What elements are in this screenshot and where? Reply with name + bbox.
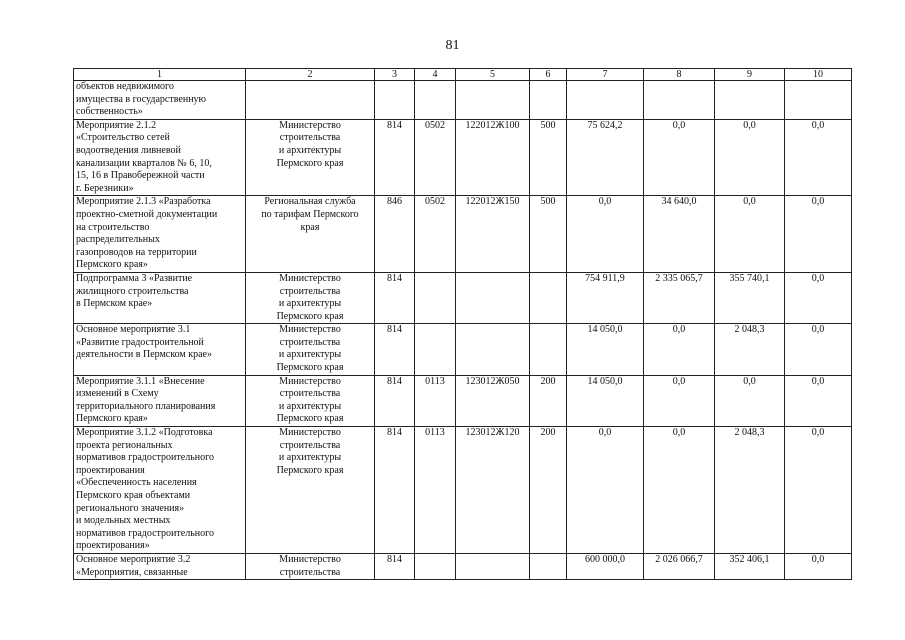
amount-cell: 0,0 — [785, 324, 852, 375]
column-header: 4 — [415, 69, 456, 81]
amount-cell: 0,0 — [785, 196, 852, 273]
target-article-cell — [456, 324, 530, 375]
amount-cell: 0,0 — [644, 427, 715, 554]
name-cell: Основное мероприятие 3.2 «Мероприятия, связанные — [74, 554, 246, 580]
table-header-row — [74, 69, 852, 81]
amount-cell: 34 640,0 — [644, 196, 715, 273]
section-code-cell — [415, 324, 456, 375]
expense-type-cell: 500 — [530, 119, 567, 196]
executor-cell: Министерство строительства и архитектуры Пермского края — [246, 427, 375, 554]
amount-cell: 355 740,1 — [715, 272, 785, 323]
amount-cell: 754 911,9 — [567, 272, 644, 323]
column-header: 10 — [785, 69, 852, 81]
target-article-cell: 122012Ж150 — [456, 196, 530, 273]
section-code-cell: 0502 — [415, 119, 456, 196]
amount-cell: 0,0 — [644, 375, 715, 426]
executor-cell: Министерство строительства и архитектуры Пермского края — [246, 375, 375, 426]
column-header: 9 — [715, 69, 785, 81]
name-cell: Основное мероприятие 3.1 «Развитие градостроительной деятельности в Пермском крае» — [74, 324, 246, 375]
expense-type-cell — [530, 81, 567, 120]
table-row — [74, 375, 852, 426]
column-header: 8 — [644, 69, 715, 81]
amount-cell: 0,0 — [715, 375, 785, 426]
amount-cell: 0,0 — [785, 375, 852, 426]
target-article-cell: 122012Ж100 — [456, 119, 530, 196]
table-row — [74, 324, 852, 375]
amount-cell: 0,0 — [715, 196, 785, 273]
column-header: 2 — [246, 69, 375, 81]
amount-cell — [567, 81, 644, 120]
expense-type-cell — [530, 272, 567, 323]
executor-cell: Министерство строительства и архитектуры Пермского края — [246, 324, 375, 375]
executor-cell: Региональная служба по тарифам Пермского края — [246, 196, 375, 273]
target-article-cell — [456, 272, 530, 323]
amount-cell: 0,0 — [785, 119, 852, 196]
expense-type-cell: 500 — [530, 196, 567, 273]
grbs-code-cell — [375, 81, 415, 120]
grbs-code-cell: 846 — [375, 196, 415, 273]
amount-cell: 14 050,0 — [567, 324, 644, 375]
expense-type-cell: 200 — [530, 375, 567, 426]
amount-cell — [715, 81, 785, 120]
name-cell: Подпрограмма 3 «Развитие жилищного строительства в Пермском крае» — [74, 272, 246, 323]
table-row — [74, 272, 852, 323]
table-row — [74, 427, 852, 554]
expense-type-cell: 200 — [530, 427, 567, 554]
target-article-cell: 123012Ж050 — [456, 375, 530, 426]
column-header: 1 — [74, 69, 246, 81]
grbs-code-cell: 814 — [375, 272, 415, 323]
amount-cell: 0,0 — [567, 196, 644, 273]
amount-cell: 352 406,1 — [715, 554, 785, 580]
name-cell: Мероприятие 3.1.2 «Подготовка проекта региональных нормативов градостроительного проектирования «Обеспеченность населения Пермского края объектами регионального значения» и модельных местных нормативов градостроительного проектирования» — [74, 427, 246, 554]
expense-type-cell — [530, 324, 567, 375]
grbs-code-cell: 814 — [375, 427, 415, 554]
executor-cell: Министерство строительства и архитектуры Пермского края — [246, 119, 375, 196]
name-cell: Мероприятие 2.1.3 «Разработка проектно-сметной документации на строительство распределительных газопроводов на территории Пермского края» — [74, 196, 246, 273]
name-cell: Мероприятие 3.1.1 «Внесение изменений в Схему территориального планирования Пермского края» — [74, 375, 246, 426]
amount-cell — [644, 81, 715, 120]
column-header: 6 — [530, 69, 567, 81]
target-article-cell: 123012Ж120 — [456, 427, 530, 554]
amount-cell: 0,0 — [715, 119, 785, 196]
grbs-code-cell: 814 — [375, 554, 415, 580]
section-code-cell — [415, 81, 456, 120]
amount-cell: 2 048,3 — [715, 427, 785, 554]
column-header: 3 — [375, 69, 415, 81]
amount-cell: 2 026 066,7 — [644, 554, 715, 580]
column-header: 7 — [567, 69, 644, 81]
section-code-cell: 0502 — [415, 196, 456, 273]
executor-cell: Министерство строительства и архитектуры Пермского края — [246, 272, 375, 323]
column-header: 5 — [456, 69, 530, 81]
grbs-code-cell: 814 — [375, 119, 415, 196]
grbs-code-cell: 814 — [375, 375, 415, 426]
expense-type-cell — [530, 554, 567, 580]
amount-cell: 14 050,0 — [567, 375, 644, 426]
grbs-code-cell: 814 — [375, 324, 415, 375]
amount-cell: 75 624,2 — [567, 119, 644, 196]
amount-cell: 2 335 065,7 — [644, 272, 715, 323]
table-row — [74, 196, 852, 273]
name-cell: объектов недвижимого имущества в государственную собственность» — [74, 81, 246, 120]
section-code-cell — [415, 272, 456, 323]
amount-cell: 0,0 — [567, 427, 644, 554]
name-cell: Мероприятие 2.1.2 «Строительство сетей водоотведения ливневой канализации кварталов № 6, 10, 15, 16 в Правобережной части г. Березники» — [74, 119, 246, 196]
section-code-cell: 0113 — [415, 375, 456, 426]
amount-cell: 2 048,3 — [715, 324, 785, 375]
amount-cell — [785, 81, 852, 120]
amount-cell: 600 000,0 — [567, 554, 644, 580]
amount-cell: 0,0 — [785, 554, 852, 580]
budget-table — [73, 68, 852, 580]
amount-cell: 0,0 — [785, 272, 852, 323]
amount-cell: 0,0 — [785, 427, 852, 554]
section-code-cell: 0113 — [415, 427, 456, 554]
page-number: 81 — [445, 38, 460, 53]
amount-cell: 0,0 — [644, 119, 715, 196]
executor-cell — [246, 81, 375, 120]
target-article-cell — [456, 81, 530, 120]
section-code-cell — [415, 554, 456, 580]
table-row — [74, 81, 852, 120]
table-row — [74, 554, 852, 580]
table-row — [74, 119, 852, 196]
target-article-cell — [456, 554, 530, 580]
executor-cell: Министерство строительства — [246, 554, 375, 580]
amount-cell: 0,0 — [644, 324, 715, 375]
